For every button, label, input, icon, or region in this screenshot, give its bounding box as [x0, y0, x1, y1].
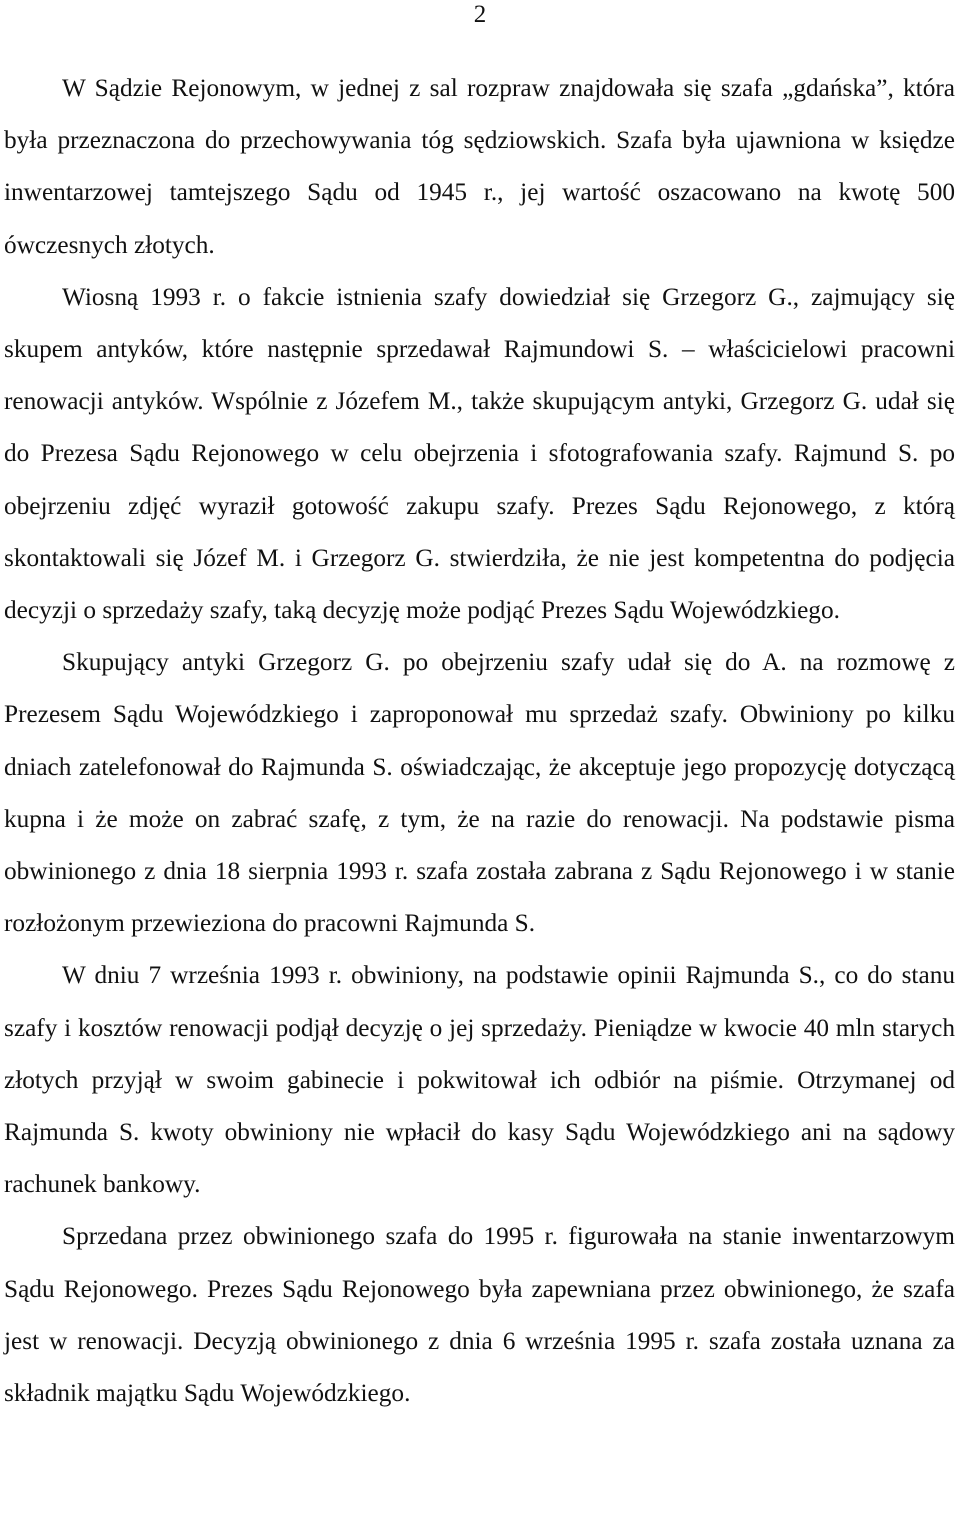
document-body	[4, 62, 955, 1419]
paragraph-3: Skupujący antyki Grzegorz G. po obejrzeniu szafy udał się do A. na rozmowę z Prezesem Sądu Wojewódzkiego i zaproponował mu sprzedaż szafy. Obwiniony po kilku dniach zatelefonował do Rajmunda S. oświadczając, że akceptuje jego propozycję dotyczącą kupna i że może on zabrać szafę, z tym, że na razie do renowacji. Na podstawie pisma obwinionego z dnia 18 sierpnia 1993 r. szafa została zabrana z Sądu Rejonowego i w stanie rozłożonym przewieziona do pracowni Rajmunda S.	[4, 648, 955, 938]
paragraph-5: Sprzedana przez obwinionego szafa do 1995 r. figurowała na stanie inwentarzowym Sądu Rejonowego. Prezes Sądu Rejonowego była zapewniana przez obwinionego, że szafa jest w renowacji. Decyzją obwinionego z dnia 6 września 1995 r. szafa została uznana za składnik majątku Sądu Wojewódzkiego.	[4, 1222, 955, 1408]
paragraph-1: W Sądzie Rejonowym, w jednej z sal rozpraw znajdowała się szafa „gdańska”, która była przeznaczona do przechowywania tóg sędziowskich. Szafa była ujawniona w księdze inwentarzowej tamtejszego Sądu od 1945 r., jej wartość oszacowano na kwotę 500 ówczesnych złotych.	[4, 74, 955, 259]
page-number: 2	[473, 1, 487, 28]
paragraph-2: Wiosną 1993 r. o fakcie istnienia szafy dowiedział się Grzegorz G., zajmujący się skupem antyków, które następnie sprzedawał Rajmundowi S. – właścicielowi pracowni renowacji antyków. Wspólnie z Józefem M., także skupującym antyki, Grzegorz G. udał się do Prezesa Sądu Rejonowego w celu obejrzenia i sfotografowania szafy. Rajmund S. po obejrzeniu zdjęć wyraził gotowość zakupu szafy. Prezes Sądu Rejonowego, z którą skontaktowali się Józef M. i Grzegorz G. stwierdziła, że nie jest kompetentna do podjęcia decyzji o sprzedaży szafy, taką decyzję może podjąć Prezes Sądu Wojewódzkiego.	[4, 282, 955, 625]
paragraph-4: W dniu 7 września 1993 r. obwiniony, na podstawie opinii Rajmunda S., co do stanu szafy i kosztów renowacji podjął decyzję o jej sprzedaży. Pieniądze w kwocie 40 mln starych złotych przyjął w swoim gabinecie i pokwitował ich odbiór na piśmie. Otrzymanej od Rajmunda S. kwoty obwiniony nie wpłacił do kasy Sądu Wojewódzkiego ani na sądowy rachunek bankowy.	[4, 961, 955, 1199]
